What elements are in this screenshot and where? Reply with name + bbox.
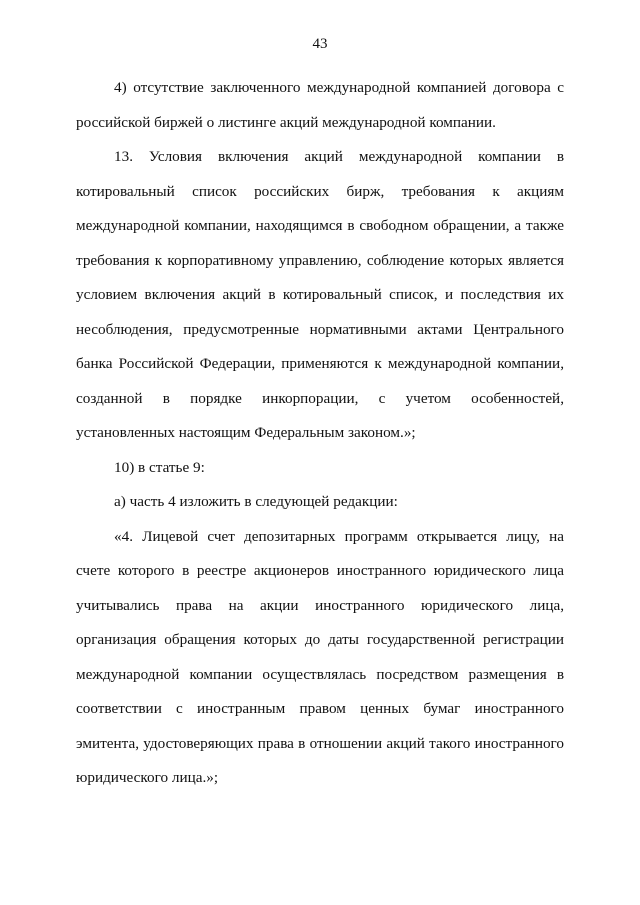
paragraph-part-4: «4. Лицевой счет депозитарных программ открывается лицу, на счете которого в реестре акционеров иностранного юридического лица учитывались права на акции иностранного юридического лица, организация обращения которых до даты государственной регистрации международной компании осуществлялась посредством размещения в соответствии с иностранным правом ценных бумаг иностранного эмитента, удостоверяющих права в отношении акций такого иностранного юридического лица.»; <box>76 527 564 786</box>
paragraph-clause-13: 13. Условия включения акций международной компании в котировальный список российских бирж, требования к акциям международной компании, находящимся в свободном обращении, а также требования к корпоративному управлению, соблюдение которых является условием включения акций в котировальный список, и последствия их несоблюдения, предусмотренные нормативными актами Центрального банка Российской Федерации, применяются к международной компании, созданной в порядке инкорпорации, с учетом особенностей, установленных настоящим Федеральным законом.»; <box>76 148 564 441</box>
paragraph-item-10: 10) в статье 9: <box>114 458 205 476</box>
paragraph-item-4: 4) отсутствие заключенного международной компанией договора с российской биржей о листинге акций международной компании. <box>76 79 564 131</box>
paragraph-subitem-a: а) часть 4 изложить в следующей редакции: <box>114 493 398 510</box>
page-number: 43 <box>312 36 328 52</box>
document-body <box>76 71 564 796</box>
